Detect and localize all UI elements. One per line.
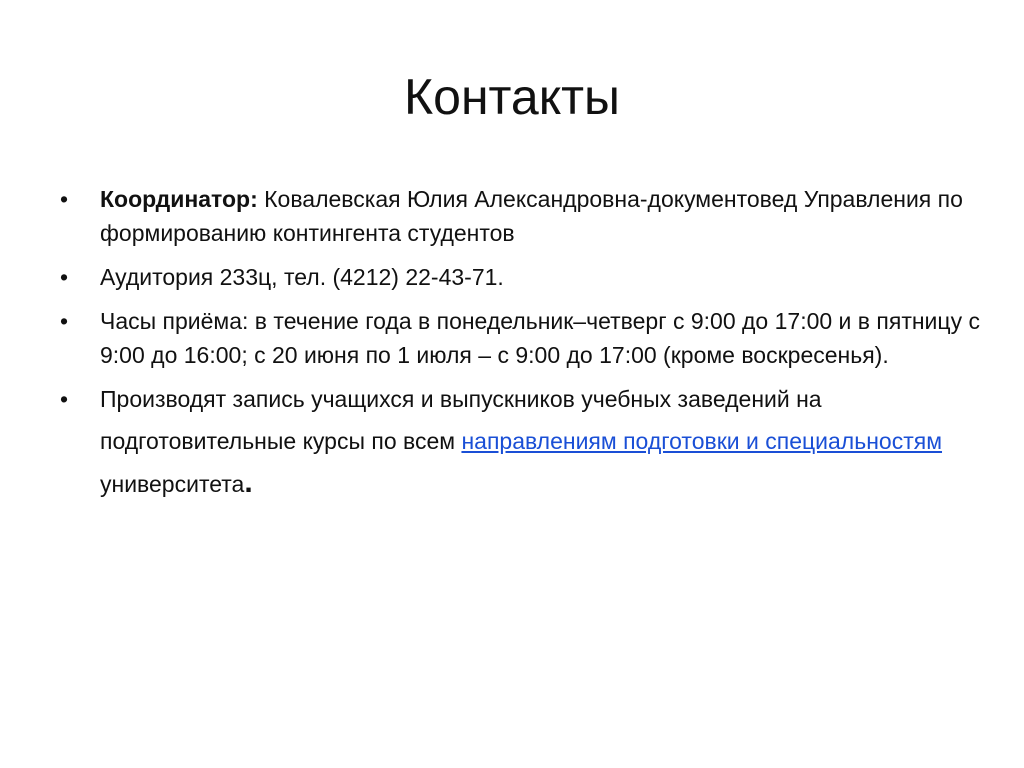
bullet-list xyxy=(60,182,980,511)
end-period: . xyxy=(244,466,253,499)
bullet-icon: • xyxy=(60,264,69,290)
programs-link[interactable]: направлениям подготовки и специальностям xyxy=(461,428,943,454)
bullet-icon: • xyxy=(60,308,69,334)
slide-title: Контакты xyxy=(404,69,620,125)
coordinator-text: Ковалевская Юлия Александровна-документовед Управления по формированию контингента студентов xyxy=(100,186,963,246)
list-item-enrollment xyxy=(60,382,980,501)
enrollment-text-end: университета xyxy=(100,471,245,497)
list-item-coordinator xyxy=(60,182,980,250)
list-item-office-hours xyxy=(60,304,980,372)
enrollment-text: Производят запись учащихся и выпускников учебных заведений на подготовительные курсы по всем xyxy=(100,386,822,454)
bullet-icon: • xyxy=(60,386,69,412)
room-phone-text: Аудитория 233ц, тел. (4212) 22-43-71. xyxy=(100,264,504,290)
bullet-icon: • xyxy=(60,186,69,212)
office-hours-text: Часы приёма: в течение года в понедельник–четверг с 9:00 до 17:00 и в пятницу с 9:00 до 16:00; с 20 июня по 1 июля – с 9:00 до 17:00 (кроме воскресенья). xyxy=(100,308,980,368)
list-item-room-phone xyxy=(60,260,980,294)
coordinator-label: Координатор: xyxy=(100,186,258,212)
